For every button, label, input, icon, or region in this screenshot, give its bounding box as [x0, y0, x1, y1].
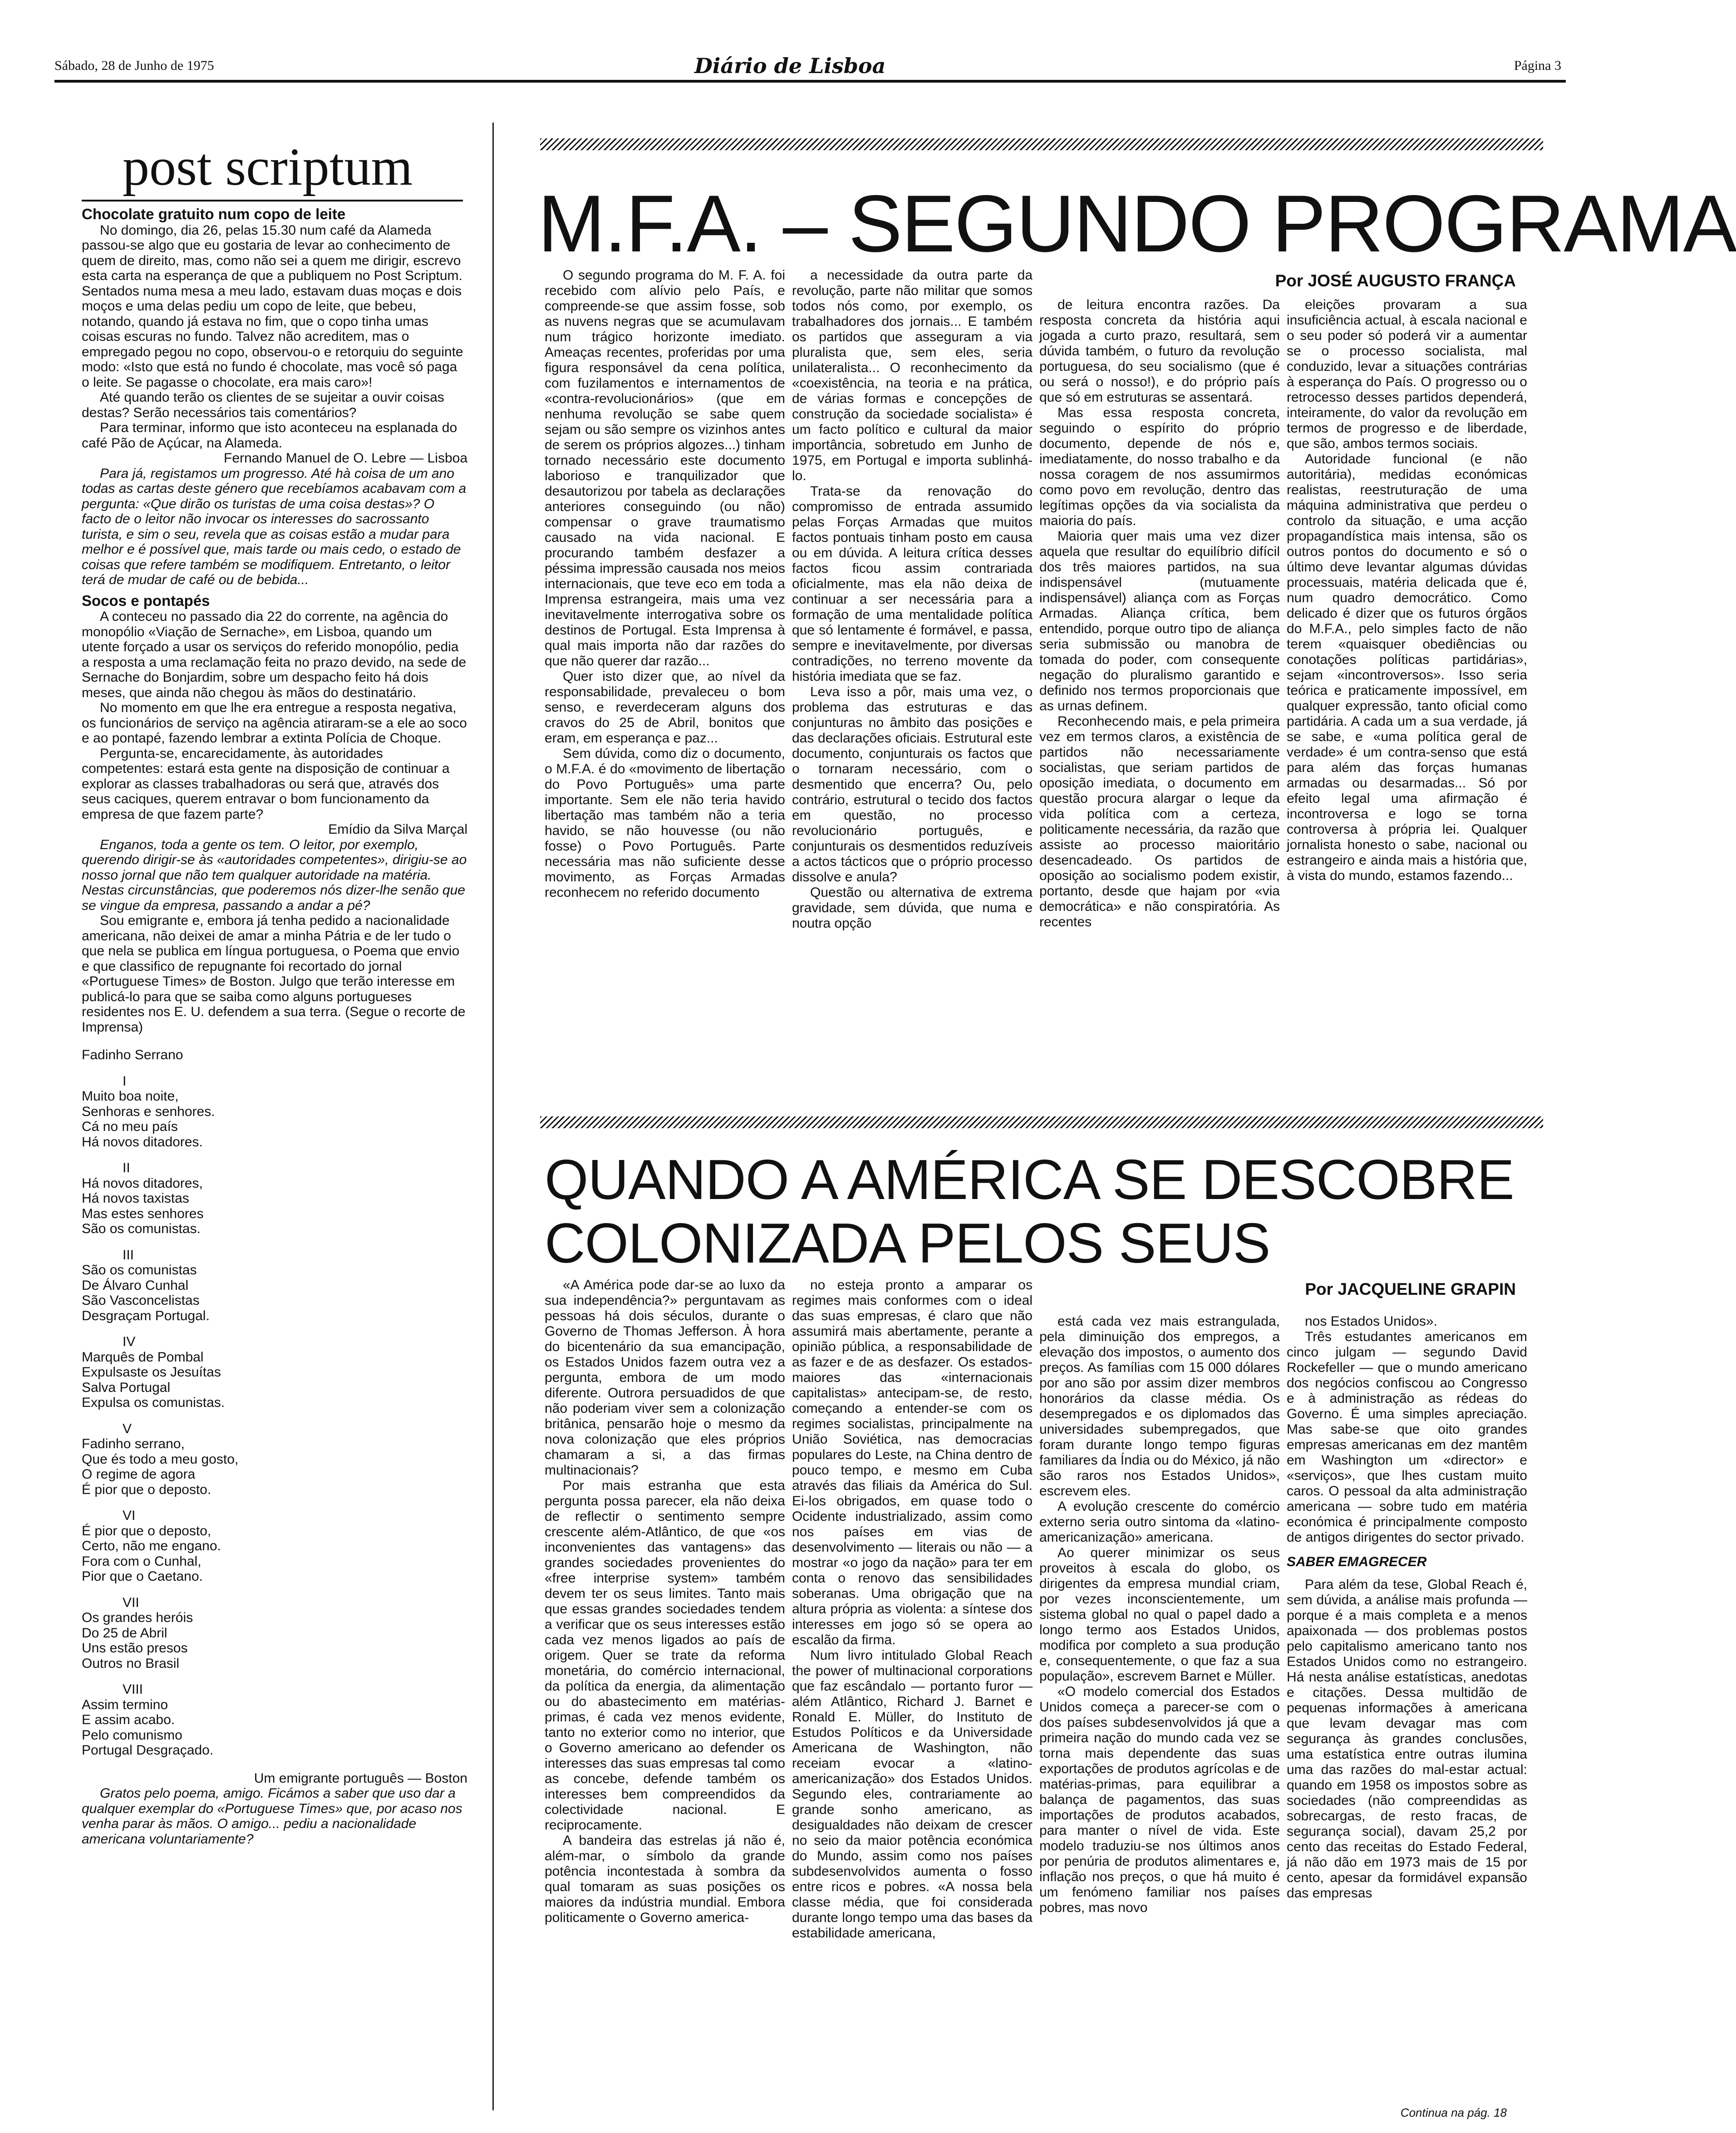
article-paragraph: Questão ou alternativa de extrema gravidade, sem dúvida, que numa e noutra opção — [792, 885, 1033, 931]
poem-line: São os comunistas — [82, 1263, 197, 1278]
letter-paragraph: Pergunta-se, encarecidamente, às autoridades competentes: estará esta gente na disposição de continuar a explorar as classes trabalhadoras ou será que, através dos seus caciques, querem entravar o bom funcionamento da empresa de que fazem parte? — [82, 746, 450, 822]
article-paragraph: Sem dúvida, como diz o documento, o M.F.A. é do «movimento de libertação do Povo Português» uma parte importante. Sem ele não teria havido libertação mas também não a teria havido, se não houvesse (ou não fosse) o Povo Português. Parte necessária mas não suficiente desse movimento, as Forças Armadas reconhecem no referido documento — [545, 746, 785, 900]
continued-note: Continua na pág. 18 — [1400, 2106, 1507, 2119]
poem-line: Expulsa os comunistas. — [82, 1395, 225, 1410]
america-column-2 — [792, 1278, 1033, 1941]
article-paragraph: Maioria quer mais uma vez dizer aquela que resultar do equilíbrio difícil dos três maiores partidos, na sua indispensável (mutuamente indispensável) aliança com as Forças Armadas. Aliança crítica, bem entendido, porque outro tipo de aliança seria submissão ou manobra de tomada do poder, com consequente negação do pluralismo garantido e definido nos termos proporcionais que as urnas definem. — [1039, 529, 1280, 713]
editor-reply: Enganos, toda a gente os tem. O leitor, por exemplo, querendo dirigir-se às «autoridades competentes», dirigiu-se ao nosso jornal que não tem qualquer autoridade na matéria. Nestas circunstâncias, que poderemos nós dizer-lhe senão que se vingue da empresa, passando a andar a pé? — [82, 837, 467, 913]
article-paragraph: Quer isto dizer que, ao nível da responsabilidade, prevaleceu o bom senso, e reverdeceram alguns dos cravos do 25 de Abril, bonitos que eram, em esperança e paz... — [545, 669, 785, 746]
poem-line: Há novos ditadores, — [82, 1175, 203, 1191]
stanza-number: IV — [123, 1334, 136, 1349]
letter-signature: Fernando Manuel de O. Lebre — Lisboa — [224, 451, 467, 466]
hatch-bar — [540, 1116, 1543, 1128]
poem-line: Mas estes senhores — [82, 1206, 204, 1221]
mfa-headline: M.F.A. – SEGUNDO PROGRAMA — [538, 178, 1736, 269]
poem-line: Certo, não me engano. — [82, 1538, 221, 1553]
poem-line: Pior que o Caetano. — [82, 1569, 203, 1584]
poem-stanza — [82, 1248, 467, 1324]
hatch-bar — [540, 138, 1543, 150]
article-paragraph: Por mais estranha que esta pergunta possa parecer, ela não deixa de reflectir o sentimento sempre crescente além-Atlântico, de que «os inconvenientes das vantagens» das grandes sociedades provenientes do «free interprise system» também devem ter os seus limites. Tanto mais que essas grandes sociedades tendem a verificar que os seus interesses estão cada vez menos ligados ao país de origem. Quer se trate da reforma monetária, do comércio internacional, da política da energia, da alimentação ou do abastecimento em matérias-primas, é cada vez menos evidente, tanto no exterior como no interior, que o Governo americano ao defender os interesses das suas empresas tal como as concebe, defende também os interesses bem compreendidos da colectividade nacional. E reciprocamente. — [545, 1478, 785, 1833]
america-column-4 — [1287, 1314, 1527, 1901]
stanza-number: VIII — [123, 1682, 143, 1697]
poem-stanza — [82, 1421, 467, 1498]
mfa-column-1 — [545, 268, 785, 900]
poem-author: Fadinho Serrano — [82, 1047, 183, 1062]
page-number: Página 3 — [1514, 58, 1561, 73]
letter-signature: Emídio da Silva Marçal — [328, 822, 467, 837]
article-paragraph: Ao querer minimizar os seus proveitos à escala do globo, os dirigentes da empresa mundial criam, por vezes inconscientemente, um sistema global no qual o papel dado a longo termo aos Estados Unidos, modifica por completo a sua produção e, consequentemente, o que faz a sua população», escrevem Barnet e Müller. — [1039, 1545, 1280, 1684]
article-paragraph: Mas essa resposta concreta, seguindo o espírito do próprio documento, depende de nós e, imediatamente, do nosso trabalho e da nossa coragem de nos assumirmos como povo em revolução, dentro das legítimas opções da via socialista da maioria do país. — [1039, 405, 1280, 528]
masthead-title: Diário de Lisboa — [694, 54, 886, 78]
headline-line-1: QUANDO A AMÉRICA SE DESCOBRE — [545, 1149, 1514, 1211]
article-paragraph: está cada vez mais estrangulada, pela diminuição dos empregos, a elevação dos impostos, o aumento dos preços. As famílias com 15 000 dólares por ano são por assim dizer membros honorários da classe média. Os desempregados e os diplomados das universidades subempregados, que foram durante longo tempo figuras familiares da Índia ou do México, já não são raros nos Estados Unidos», escrevem eles. — [1039, 1314, 1280, 1499]
poem-line: Outros no Brasil — [82, 1656, 180, 1671]
poem-line: Fora com o Cunhal, — [82, 1553, 202, 1569]
letter-paragraph: No momento em que lhe era entregue a resposta negativa, os funcionários de serviço na agência atiraram-se a ele ao soco e ao pontapé, fazendo lembrar a extinta Polícia de Choque. — [82, 700, 467, 746]
poem-line: Desgraçam Portugal. — [82, 1308, 210, 1323]
article-paragraph: Reconhecendo mais, e pela primeira vez em termos claros, a existência de partidos não necessariamente socialistas, que seriam partidos de oposição imediata, o documento em questão procura alargar o leque da vida política com a certeza, politicamente necessária, da razão que assiste ao processo maioritário desencadeado. Os partidos de oposição ao socialismo podem existir, portanto, desde que hajam por «via democrática» e não conspiratória. As recentes — [1039, 714, 1280, 929]
letter-signature: Um emigrante português — Boston — [254, 1770, 467, 1786]
poem-line: Fadinho serrano, — [82, 1436, 185, 1451]
america-column-3 — [1039, 1314, 1280, 1916]
headline-line-2: COLONIZADA PELOS SEUS — [545, 1212, 1270, 1275]
header-date: Sábado, 28 de Junho de 1975 — [54, 58, 214, 73]
stanza-number: VI — [123, 1508, 136, 1523]
poem-line: Os grandes heróis — [82, 1610, 193, 1625]
header-rule — [54, 80, 1566, 83]
poem-stanza — [82, 1595, 467, 1671]
mfa-column-4 — [1287, 297, 1527, 884]
article-paragraph: a necessidade da outra parte da revolução, parte não militar que somos todos nós como, por exemplo, os trabalhadores dos jornais... E também os partidos que asseguram a via pluralista que, sem eles, seria unilateralista... O reconhecimento da «coexistência, na teoria e na prática, de várias formas e concepções de construção da sociedade socialista» é um facto político e cultural da maior importância, sobretudo em Junho de 1975, em Portugal e importa sublinhá-lo. — [792, 268, 1033, 483]
article-paragraph: no esteja pronto a amparar os regimes mais conformes com o ideal das suas empresas, é claro que não assumirá mais abertamente, perante a opinião pública, a responsabilidade de as fazer e de as desfazer. Os estados-maiores das «internacionais capitalistas» antecipam-se, de resto, começando a entender-se com os regimes socialistas, principalmente na União Soviética, nas democracias populares do Leste, na China dentro de pouco tempo, e mesmo em Cuba através das filiais da América do Sul. Ei-los obrigados, em quase todo o Ocidente industrializado, assim como nos países em vias de desenvolvimento — literais ou não — a mostrar «o jogo da nação» para ter em conta o renovo das sensibilidades soberanas. Uma obrigação que na altura própria as violenta: a síntese dos interesses em jogo só se opera ao escalão da firma. — [792, 1278, 1033, 1647]
section-heading: Chocolate gratuito num copo de leite — [82, 206, 346, 222]
article-paragraph: A evolução crescente do comércio externo seria outro sintoma da «latino-americanização» americana. — [1039, 1499, 1280, 1545]
article-paragraph: Trata-se da renovação do compromisso de entrada assumido pelas Forças Armadas que muitos factos pontuais tinham posto em causa ou em dúvida. A leitura crítica desses factos ficou assim contrariada oficialmente, mas ela não deixa de continuar a ser necessária para a formação de uma mentalidade política que só lentamente é formável, e passa, sempre e inevitavelmente, por diversas contradições, no terreno movente da história imediata que se faz. — [792, 484, 1033, 684]
poem-line: É pior que o deposto, — [82, 1523, 211, 1538]
mfa-byline: Por JOSÉ AUGUSTO FRANÇA — [1275, 271, 1516, 290]
poem-line: Pelo comunismo — [82, 1727, 182, 1743]
letter-paragraph: A conteceu no passado dia 22 do corrente, na agência do monopólio «Viação de Sernache», em Lisboa, quando um utente forçado a usar os serviços do referido monopólio, pedia a resposta a uma reclamação feita no prazo devido, na sede de Sernache do Bonjardim, sobre um despacho feito há dois meses, que ainda não chegou às mãos do destinatário. — [82, 609, 467, 700]
section-heading: Socos e pontapés — [82, 592, 210, 609]
poem-line: Há novos ditadores. — [82, 1134, 203, 1150]
post-scriptum-rule — [82, 200, 463, 202]
article-paragraph: A bandeira das estrelas já não é, além-mar, o símbolo da grande potência incontestada à sombra da qual tomaram as suas posições os maiores da indústria mundial. Embora politicamente o Governo america- — [545, 1833, 785, 1925]
article-paragraph: de leitura encontra razões. Da resposta concreta da história aqui jogada a curto prazo, resultará, sem dúvida também, o futuro da revolução portuguesa, do seu socialismo (que é ou será o nosso!), e do próprio país que só em estruturas se assentará. — [1039, 297, 1280, 405]
poem-line: Senhoras e senhores. — [82, 1104, 215, 1119]
subheading: SABER EMAGRECER — [1287, 1554, 1427, 1569]
poem-line: São os comunistas. — [82, 1221, 201, 1236]
poem-line: São Vasconcelistas — [82, 1293, 200, 1308]
poem-line: Que és todo a meu gosto, — [82, 1451, 239, 1467]
article-paragraph: Três estudantes americanos em cinco julgam — segundo David Rockefeller — que o mundo americano dos negócios confiscou ao Congresso e à administração as rédeas do Governo. É uma simples apreciação. Mas sabe-se que oito grandes empresas americanas em dez mantêm em Washington um «director» e «serviços», que lhes custam muito caros. O pessoal da alta administração americana — sobre tudo em matéria económica é principalmente composto de antigos dirigentes do sector privado. — [1287, 1329, 1527, 1545]
letter-paragraph: Até quando terão os clientes de se sujeitar a ouvir coisas destas? Serão necessários tais comentários? — [82, 390, 444, 420]
article-paragraph: nos Estados Unidos». — [1305, 1314, 1437, 1329]
article-paragraph: Para além da tese, Global Reach é, sem dúvida, a análise mais profunda — porque é a mais completa e a menos apaixonada — dos problemas postos pelo capitalismo americano tanto nos Estados Unidos como no estrangeiro. Há nesta análise estatísticas, anedotas e citações. Dessa multidão de pequenas informações à americana que levam devagar mas com segurança às grandes conclusões, uma estatística entre outras ilumina uma das razões do mal-estar actual: quando em 1958 os impostos sobre as sociedades (não compreendidas as sobrecargas, de resto fracas, de segurança social), davam 25,2 por cento das receitas do Estado Federal, já não dão em 1973 mais de 15 por cento, apesar da formidável expansão das empresas — [1287, 1577, 1527, 1901]
poem-line: Expulsaste os Jesuítas — [82, 1365, 221, 1380]
editor-reply: Para já, registamos um progresso. Até hà coisa de um ano todas as cartas deste género que recebíamos acabavam com a pergunta: «Que dirão os turistas de uma coisa destas»? O facto de o leitor não invocar os interesses do sacrossanto turista, e sim o seu, revela que as coisas estão a mudar para melhor e é possível que, mais tarde ou mais cedo, o estado de coisas que refere também se modifiquem. Entretanto, o leitor terá de mudar de café ou de bebida... — [82, 466, 467, 587]
stanza-number: I — [123, 1073, 127, 1089]
poem-line: E assim acabo. — [82, 1712, 175, 1727]
column-divider — [492, 123, 494, 2110]
letter-paragraph: No domingo, dia 26, pelas 15.30 num café da Alameda passou-se algo que eu gostaria de levar ao conhecimento de quem de direito, mas, como não sei a quem me dirigir, escrevo esta carta na esperança de que a publiquem no Post Scriptum. Sentados numa mesa a meu lado, estavam duas moças e dois moços e uma delas pediu um copo de leite, que bebeu, notando, quando já estava no fim, que o copo tinha umas coisas escuras no fundo. Talvez não acreditem, mas o empregado pegou no copo, observou-o e retorquiu do seguinte modo: «Isto que está no fundo é chocolate, mas você só paga o leite. Se pagasse o chocolate, era mais caro»! — [82, 222, 463, 390]
stanza-number: II — [123, 1160, 130, 1175]
poem-line: É pior que o deposto. — [82, 1482, 211, 1497]
letter-paragraph: Sou emigrante e, embora já tenha pedido a nacionalidade americana, não deixei de amar a minha Pátria e de ler tudo o que nela se publica em língua portuguesa, o Poema que envio e que classifico de repugnante foi recortado do jornal «Portuguese Times» de Boston. Julgo que terão interesse em publicá-lo para que se saiba como alguns portugueses residentes nos E. U. defendem a sua terra. (Segue o recorte de Imprensa) — [82, 913, 466, 1035]
poem-line: O regime de agora — [82, 1467, 196, 1482]
poem-line: Do 25 de Abril — [82, 1625, 167, 1641]
mfa-column-2 — [792, 268, 1033, 931]
america-byline: Por JACQUELINE GRAPIN — [1305, 1280, 1516, 1298]
editor-reply: Gratos pelo poema, amigo. Ficámos a saber que uso dar a qualquer exemplar do «Portuguese Times» que, por acaso nos venha parar às mãos. O amigo... pediu a nacionalidade americana voluntariamente? — [82, 1786, 462, 1847]
poem-stanza — [82, 1334, 467, 1411]
poem-line: Salva Portugal — [82, 1380, 171, 1395]
america-headline — [545, 1148, 1514, 1275]
poem-line: Portugal Desgraçado. — [82, 1743, 214, 1758]
letter-paragraph: Para terminar, informo que isto aconteceu na esplanada do café Pão de Açúcar, na Alameda. — [82, 420, 457, 451]
article-paragraph: Leva isso a pôr, mais uma vez, o problema das estruturas e das conjunturas no âmbito das posições e das declarações oficiais. Estrutural este documento, conjunturais os factos que o tornaram necessário, com o desmentido que encerra? Ou, pelo contrário, estrutural o tecido dos factos em questão, no processo revolucionário português, e conjunturais os desmentidos reduzíveis a actos tácticos que o próprio processo dissolve e anula? — [792, 684, 1033, 885]
stanza-number: VII — [123, 1595, 139, 1610]
article-paragraph: eleições provaram a sua insuficiência actual, à escala nacional e o seu poder só poderá vir a aumentar se o processo socialista, mal conduzido, levar a situações contrárias à esperança do País. O progresso ou o retrocesso desses partidos dependerá, inteiramente, do valor da revolução em termos de progresso e de liberdade, que são, ambos termos sociais. — [1287, 297, 1527, 451]
poem-stanza — [82, 1682, 467, 1758]
america-column-1 — [545, 1278, 785, 1926]
stanza-number: V — [123, 1421, 132, 1436]
stanza-number: III — [123, 1247, 134, 1263]
article-paragraph: O segundo programa do M. F. A. foi recebido com alívio pelo País, e compreende-se que assim fosse, sob as nuvens negras que se acumulavam num trágico horizonte imediato. Ameaças recentes, proferidas por uma figura responsável da cena política, com fuzilamentos e internamentos de «contra-revolucionários» (que em nenhuma revolução se sabe quem sejam ou são sempre os vizinhos antes de serem os próprios algozes...) tinham tornado necessário este documento laborioso e tranquilizador que desautorizou por tabela as declarações anteriores conseguindo (ou não) compensar o grave traumatismo causado na vida nacional. E procurando também desfazer a péssima impressão causada nos meios internacionais, que teve eco em toda a Imprensa estrangeira, mais uma vez inevitavelmente interrogativa sobre os destinos de Portugal. Esta Imprensa à qual mais importa não dar razões do que não querer dar razão... — [545, 268, 785, 668]
poem-line: Há novos taxistas — [82, 1191, 189, 1206]
poem-line: Uns estão presos — [82, 1641, 188, 1656]
poem-line: Assim termino — [82, 1697, 168, 1712]
article-paragraph: Autoridade funcional (e não autoritária), medidas económicas realistas, reestruturação de uma máquina administrativa que perdeu o controlo da situação, e uma acção propagandística mais intensa, são os outros pontos do documento e só o último deve levantar algumas dúvidas processuais, matéria delicada que é, num quadro democrático. Como delicado é dizer que os futuros órgãos do M.F.A., pelo simples facto de não terem «quaisquer obediências ou conotações políticas partidárias», sejam «incontroversos». Isso seria teórica e praticamente impossível, em qualquer expressão, tanto oficial como partidária. A cada um a sua verdade, já se sabe, e «uma política geral de verdade» é um contra-senso que está para além das forças humanas armadas ou desarmadas... Só por efeito legal uma afirmação é incontroversa e logo se torna controversa à própria lei. Qualquer jornalista honesto o sabe, nacional ou estrangeiro e ainda mais a história que, à vista do mundo, estamos fazendo... — [1287, 452, 1527, 883]
post-scriptum-title: post scriptum — [123, 137, 413, 197]
poem-stanza — [82, 1508, 467, 1584]
article-paragraph: «A América pode dar-se ao luxo da sua independência?» perguntavam as pessoas há dois séculos, durante o Governo de Thomas Jefferson. À hora do bicentenário da sua emancipação, os Estados Unidos fazem outra vez a pergunta, embora de um modo diferente. Outrora persuadidos de que não poderiam viver sem a colonização britânica, pensarão hoje o mesmo da nova colonização que eles próprios chamaram a si, a das firmas multinacionais? — [545, 1278, 785, 1478]
poem-line: Muito boa noite, — [82, 1089, 179, 1104]
article-paragraph: «O modelo comercial dos Estados Unidos começa a parecer-se com o dos países subdesenvolvidos já que a primeira nação do mundo cada vez se torna mais dependente das suas exportações de produtos agrícolas e de matérias-primas, para equilibrar a balança de pagamentos, das suas importações de produtos acabados, para manter o nível de vida. Este modelo traduziu-se nos últimos anos por penúria de produtos alimentares e, inflação nos preços, o que há muito é um fenómeno familiar nos países pobres, mas novo — [1039, 1684, 1280, 1915]
mfa-column-3 — [1039, 297, 1280, 930]
poem-line: De Álvaro Cunhal — [82, 1278, 189, 1293]
poem-stanza — [82, 1074, 467, 1150]
poem-line: Marquês de Pombal — [82, 1349, 204, 1365]
post-scriptum-column — [82, 206, 467, 1847]
poem-line: Cá no meu país — [82, 1119, 178, 1134]
article-paragraph: Num livro intitulado Global Reach the power of multinacional corporations que faz escândalo — portanto furor — além Atlântico, Richard J. Barnet e Ronald E. Müller, do Instituto de Estudos Políticos e da Universidade Americana de Washington, não receiam evocar a «latino-americanização» dos Estados Unidos. Segundo eles, contrariamente ao grande sonho americano, as desigualdades não deixam de crescer no seio da maior potência económica do Mundo, assim como nos países subdesenvolvidos aumenta o fosso entre ricos e pobres. «A nossa bela classe média, que foi considerada durante longo tempo uma das bases da estabilidade americana, — [792, 1648, 1033, 1941]
poem-stanza — [82, 1160, 467, 1237]
poem — [82, 1074, 467, 1758]
